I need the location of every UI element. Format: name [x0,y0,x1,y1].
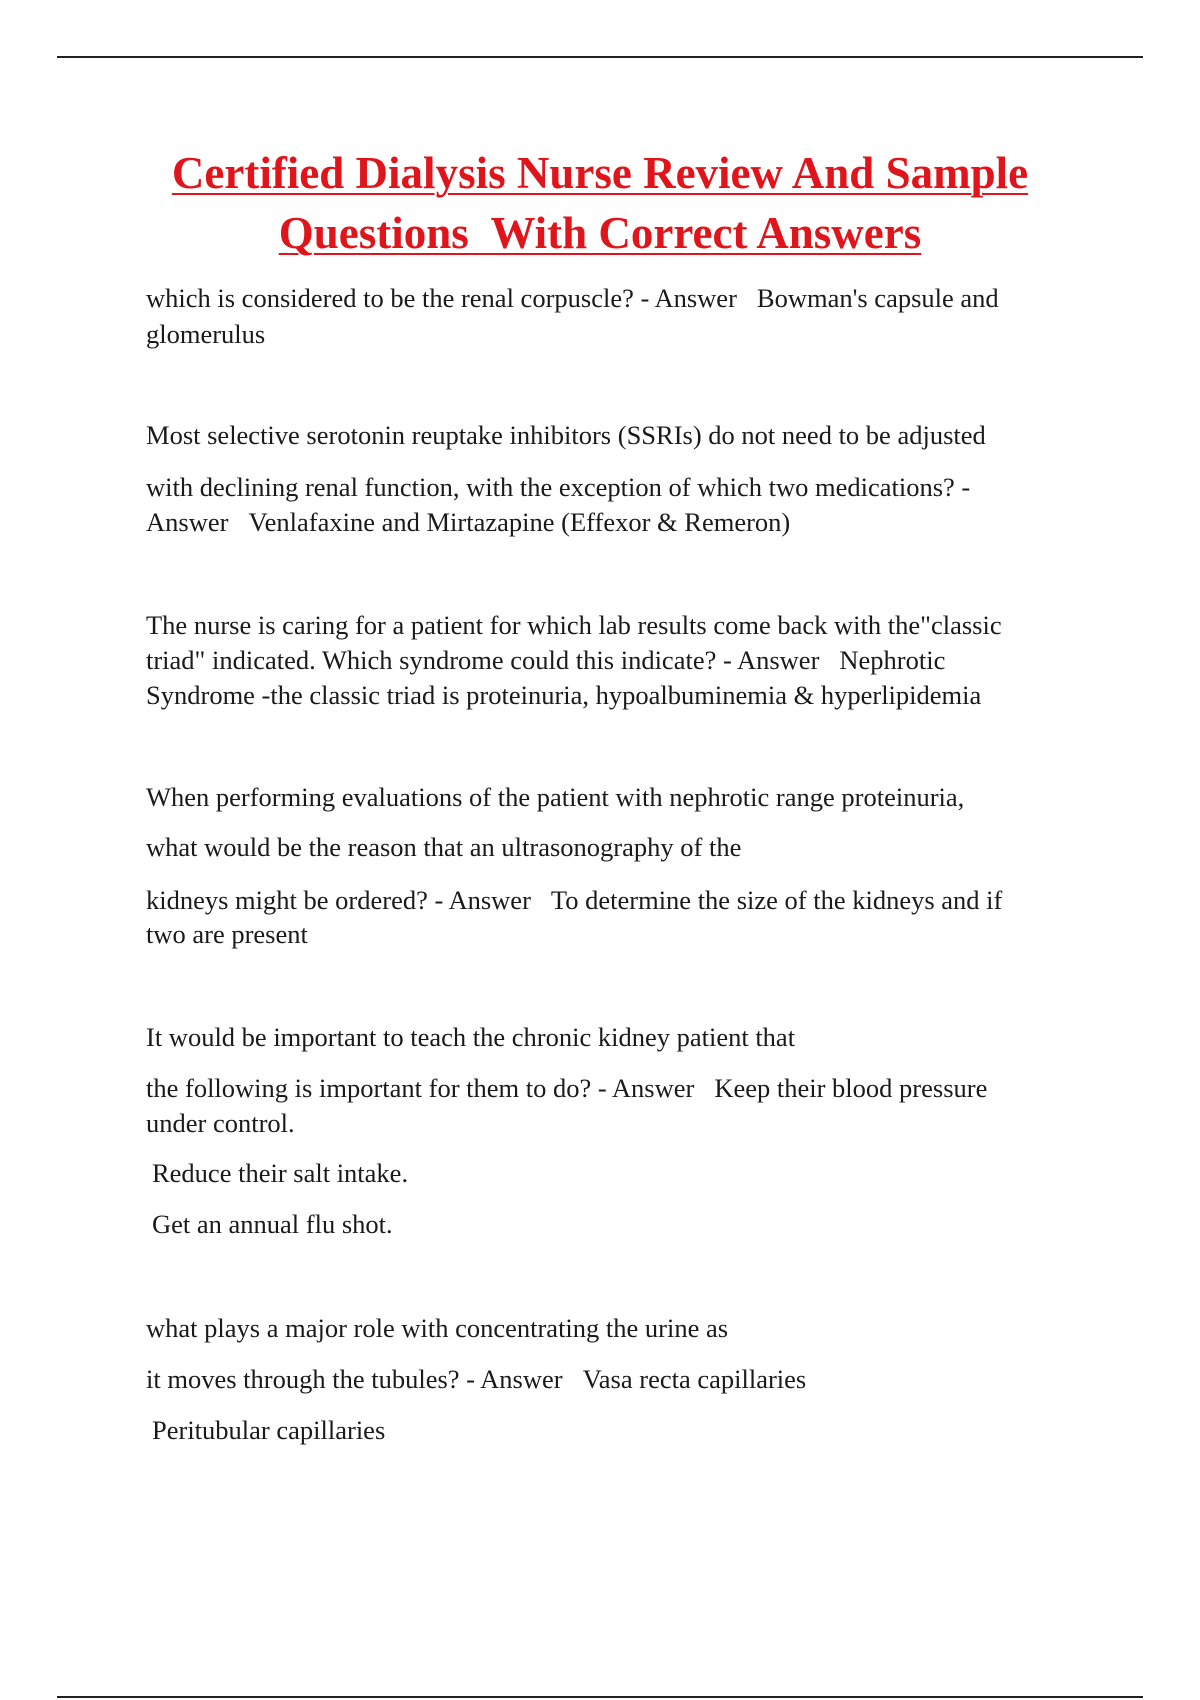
answer-text: Keep their blood pressure [714,1073,988,1103]
title-line-1: Certified Dialysis Nurse Review And Sample [171,148,1029,198]
qa-4-line-3 [146,883,1096,918]
document-title [60,143,1140,263]
answer-label: - Answer [597,1073,695,1103]
question-text: what plays a major role with concentrating the urine as [146,1313,729,1343]
question-text: which is considered to be the renal corpuscle? [146,283,634,313]
question-text: kidneys might be ordered? [146,885,428,915]
answer-text: Syndrome -the classic triad is proteinuria, hypoalbuminemia & hyperlipidemia [146,680,982,710]
qa-2-line-2 [146,470,1096,505]
answer-text: Nephrotic [839,645,946,675]
answer-text: Peritubular capillaries [152,1415,386,1445]
question-text: it moves through the tubules? [146,1364,460,1394]
qa-6-line-2 [146,1362,1096,1397]
question-text: with declining renal function, with the exception of which two medications? - [146,472,971,502]
answer-label: - Answer [434,885,531,915]
question-text: The nurse is caring for a patient for which lab results come back with the"classic [146,610,1002,640]
answer-text: two are present [146,919,308,949]
qa-5-line-5 [152,1207,1102,1242]
footer-rule [57,1696,1143,1698]
qa-3-line-2 [146,643,1096,678]
qa-6-line-3 [152,1413,1102,1448]
qa-5-line-1 [146,1020,1096,1055]
question-text: Most selective serotonin reuptake inhibitors (SSRIs) do not need to be adjusted [146,420,986,450]
qa-4-line-4 [146,917,1096,952]
answer-text: Venlafaxine and Mirtazapine (Effexor & Remeron) [248,507,791,537]
answer-text: Reduce their salt intake. [152,1158,409,1188]
answer-label: - Answer [722,645,820,675]
answer-text: glomerulus [146,319,266,349]
header-rule [57,56,1143,58]
qa-4-line-2 [146,830,1096,865]
question-text: what would be the reason that an ultrasonography of the [146,832,742,862]
answer-text: under control. [146,1108,295,1138]
qa-3-line-3 [146,678,1096,713]
question-text: triad" indicated. Which syndrome could this indicate? [146,645,717,675]
qa-1-line-1 [146,281,1096,316]
answer-text: Vasa recta capillaries [582,1364,807,1394]
answer-text: Get an annual flu shot. [152,1209,393,1239]
qa-6-line-1 [146,1311,1096,1346]
answer-label: - Answer [466,1364,563,1394]
qa-2-line-3 [146,505,1096,540]
qa-3-line-1 [146,608,1096,643]
qa-1-line-2 [146,317,1096,352]
answer-text: Bowman's capsule and [756,283,999,313]
qa-5-line-4 [152,1156,1102,1191]
question-text: the following is important for them to do? [146,1073,592,1103]
title-line-2: Questions With Correct Answers [278,208,922,258]
answer-label: - Answer [640,283,737,313]
qa-5-line-2 [146,1071,1096,1106]
question-text: When performing evaluations of the patient with nephrotic range proteinuria, [146,782,965,812]
qa-4-line-1 [146,780,1096,815]
qa-5-line-3 [146,1106,1096,1141]
answer-text: To determine the size of the kidneys and if [550,885,1003,915]
question-text: It would be important to teach the chronic kidney patient that [146,1022,796,1052]
answer-label: Answer [146,507,229,537]
qa-2-line-1 [146,418,1096,453]
